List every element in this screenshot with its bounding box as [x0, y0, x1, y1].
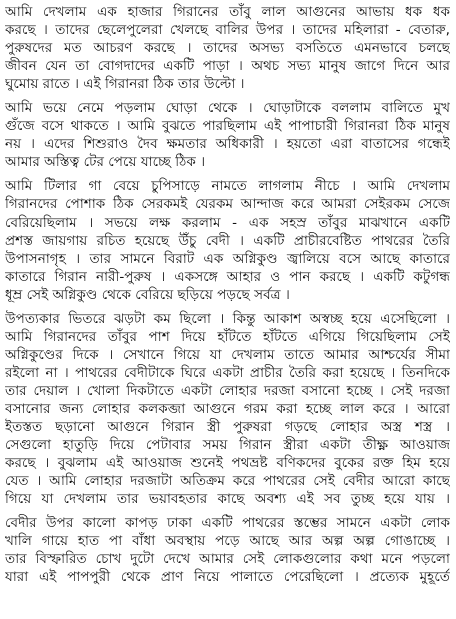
text-line: বেরিয়েছিলাম । সভয়ে লক্ষ করলাম - এক সহস্র তাঁবুর মাঝখানে একটি: [5, 214, 450, 231]
text-line: আমার অস্তিত্ব টের পেয়ে যাচ্ছে ঠিক ।: [5, 154, 206, 171]
text-line: নয় । এদের শিশুরাও দৈব ক্ষমতার অধিকারী । হয়তো এরা বাতাসের গন্ধেই: [5, 136, 450, 153]
text-line: গিয়ে যা দেখলাম তার ভয়াবহতার কাছে অবশ্য এই সব তুচ্ছ হয়ে যায় ।: [5, 491, 450, 508]
text-line: যেত । আমি লোহার দরজাটা অতিক্রম করে পাথরের সেই বেদীর আরো কাছে: [5, 473, 450, 490]
text-line: ধূম্র সেই অগ্নিকুণ্ড থেকে বেরিয়ে ছড়িয়ে পড়ছে সর্বত্র ।: [5, 286, 290, 303]
text-line: তার দেয়াল । খোলা দিকটাতে একটা লোহার দরজা বসানো হচ্ছে । সেই দরজা: [5, 382, 450, 399]
paragraph-1: [5, 3, 450, 93]
text-line: আমি টিলার গা বেয়ে চুপিসাড়ে নামতে লাগলাম নীচে । আমি দেখলাম: [5, 178, 450, 195]
text-line: কাতারে গিরান নারী-পুরুষ । একসঙ্গে আহার ও পান করছে । একটি কটুগন্ধ: [5, 268, 450, 285]
text-line: ঘুমোয় রাতে । এই গিরানরা ঠিক তার উল্টো ।: [5, 76, 245, 93]
text-line: রইলো না । পাথরের বেদীটাকে ঘিরে একটা প্রাচীর তৈরি করা হয়েছে । তিনদিকে: [5, 364, 450, 381]
text-line: গুঁজে বসে থাকতে । আমি বুঝতে পারছিলাম এই পাপাচারী গিরানরা ঠিক মানুষ: [5, 118, 450, 135]
text-line: উপাসনাগৃহ । তার সামনে বিরাট এক অগ্নিকুণ্ড জ্বালিয়ে বসে আছে কাতারে: [5, 250, 450, 267]
text-line: আমি ভয়ে নেমে পড়লাম ঘোড়া থেকে । ঘোড়াটাকে বললাম বালিতে মুখ: [5, 100, 450, 117]
text-line: উপত্যকার ভিতরে ঝড়টা কম ছিলো । কিন্তু আকাশ অস্বচ্ছ হয়ে এসেছিলো ।: [5, 310, 450, 327]
text-line: যারা এই পাপপুরী থেকে প্রাণ নিয়ে পালাতে পেরেছিলো । প্রত্যেক মুহূর্তে: [5, 569, 450, 586]
text-line: আমি গিরানদের তাঁবুর পাশ দিয়ে হাঁটতে হাঁটতে এগিয়ে গিয়েছিলাম সেই: [5, 328, 450, 345]
text-line: আমি দেখলাম এক হাজার গিরানের তাঁবু লাল আগুনের আভায় ধক ধক: [5, 4, 450, 20]
paragraph-4: [5, 310, 450, 509]
text-line: প্রশস্ত জায়গায় রচিত হয়েছে উঁচু বেদী । একটি প্রাচীরবেষ্টিত পাথরের তৈরি: [5, 232, 450, 249]
text-line: সেগুলো হাতুড়ি দিয়ে পেটাবার সময় গিরান স্ত্রীরা একটা তীক্ষ্ণ আওয়াজ: [5, 437, 450, 454]
paragraph-2: [5, 99, 450, 171]
text-line: তার বিস্ফারিত চোখ দুটো দেখে আমার সেই লোকগুলোর কথা মনে পড়লো: [5, 551, 450, 568]
text-line: অগ্নিকুণ্ডের দিকে । সেখানে গিয়ে যা দেখলাম তাতে আমার আশ্চর্যের সীমা: [5, 346, 450, 363]
text-line: জীবন যেন তা বোগদাদের একটি পাড়া । অথচ সভ্য মানুষ জাগে দিনে আর: [5, 58, 450, 75]
paragraph-5: [5, 514, 450, 586]
text-line: করছে । বুঝলাম এই আওয়াজ শুনেই পথভ্রষ্ট বণিকদের বুকের রক্ত হিম হয়ে: [5, 455, 450, 472]
text-line: করছে । তাদের ছেলেপুলেরা খেলছে বালির উপর । তাদের মহিলারা - বেতারু,: [5, 22, 450, 39]
text-line: গিরানদের পোশাক ঠিক সেরকমই যেরকম আন্দাজ করে আমরা সেইরকম সেজে: [5, 196, 450, 213]
text-line: বসানোর জন্য লোহার কলকব্জা আগুনে গরম করা হচ্ছে লাল করে । আরো: [5, 400, 450, 417]
text-line: ইতস্তত ছড়ানো আগুনে গিরান স্ত্রী পুরুষরা গড়ছে লোহার অস্ত্র শস্ত্র ।: [5, 419, 450, 436]
paragraph-3: [5, 177, 450, 303]
text-line: পুরুষদের মত আচরণ করছে । তাদের অসভ্য বসতিতে এমনভাবে চলছে: [5, 40, 450, 57]
text-line: খালি গায়ে হাত পা বাঁধা অবস্থায় পড়ে আছে আর অল্প অল্প গোঙাচ্ছে ।: [5, 533, 450, 550]
text-line: বেদীর উপর কালো কাপড় ঢাকা একটি পাথরের স্তম্ভের সামনে একটা লোক: [5, 515, 450, 532]
